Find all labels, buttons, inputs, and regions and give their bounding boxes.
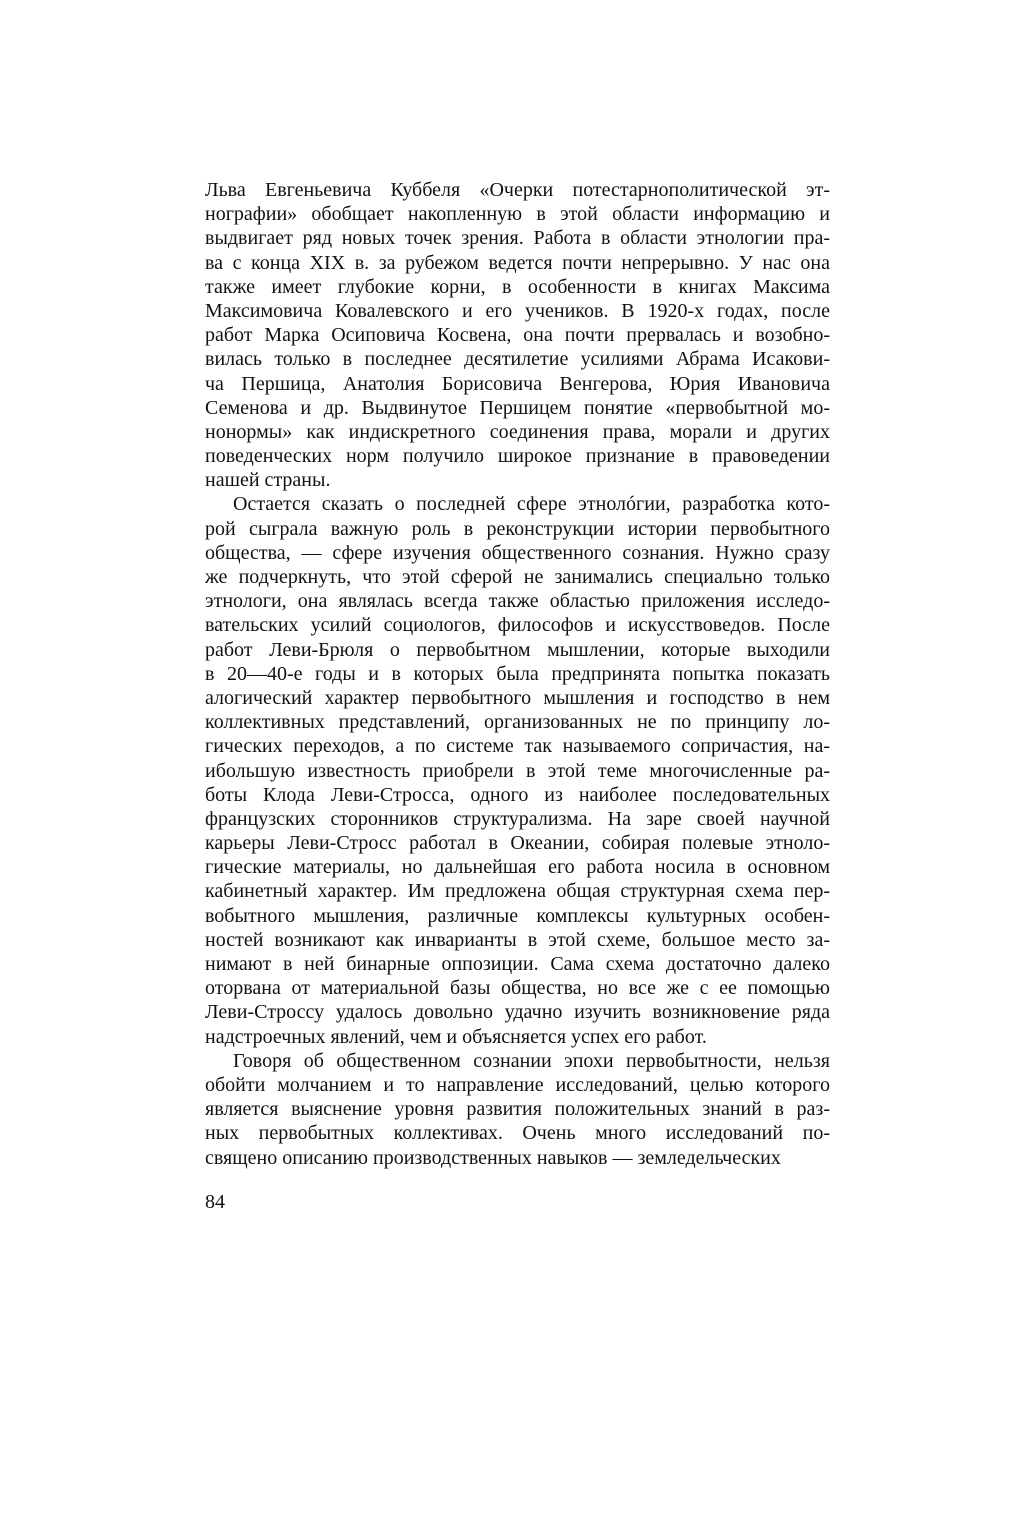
paragraph-positive-knowledge [205,1049,830,1170]
text-line: ностей возникают как инварианты в этой схеме, большое место за- [205,928,830,951]
body-text [205,178,830,1170]
text-line: вательских усилий социологов, философов и искусствоведов. После [205,614,830,637]
text-line: Максимовича Ковалевского и его учеников. В 1920-х годах, после [205,299,830,322]
text-line: Леви-Строссу удалось довольно удачно изучить возникновение ряда [205,1001,830,1024]
text-line: алогический характер первобытного мышления и господство в нем [205,686,830,709]
text-line: работ Марка Осиповича Косвена, она почти прервалась и возобно- [205,324,830,347]
paragraph-continuation [205,178,830,492]
text-line: является выяснение уровня развития положительных знаний в раз- [205,1098,830,1121]
text-line: ва с конца XIX в. за рубежом ведется почти непрерывно. У нас она [205,251,830,274]
text-line: нашей страны. [205,469,331,492]
text-line: Семенова и др. Выдвинутое Першицем понятие «первобытной мо- [205,396,830,419]
text-line: нонормы» как индискретного соединения права, морали и других [205,420,830,443]
page-number: 84 [205,1191,225,1213]
text-line: нографии» обобщает накопленную в этой области информацию и [205,203,830,226]
text-line: Говоря об общественном сознании эпохи первобытности, нельзя [233,1049,830,1072]
text-line: надстроечных явлений, чем и объясняется успех его работ. [205,1025,707,1048]
text-line: в 20—40-е годы и в которых была предпринята попытка показать [205,662,830,685]
text-line: поведенческих норм получило широкое признание в правоведении [205,445,830,468]
text-line: выдвигает ряд новых точек зрения. Работа в области этнологии пра- [205,227,830,250]
text-line: работ Леви-Брюля о первобытном мышлении, которые выходили [205,638,830,661]
text-line: этнологи, она являлась всегда также областью приложения исследо- [205,590,830,613]
text-line: вилась только в последнее десятилетие усилиями Абрама Исакови- [205,348,830,371]
text-line: карьеры Леви-Стросс работал в Океании, собирая полевые этноло- [205,832,830,855]
text-line: гических переходов, а по системе так называемого сопричастия, на- [205,735,830,758]
text-line: общества, — сфере изучения общественного сознания. Нужно сразу [205,541,830,564]
paragraph-social-consciousness [205,492,830,1048]
text-line: ибольшую известность приобрели в этой теме многочисленные ра- [205,759,830,782]
text-line: французских сторонников структурализма. На заре своей научной [205,807,830,830]
text-line: Остается сказать о последней сфере этнолóгии, разработка кото- [233,493,830,516]
text-line: кабинетный характер. Им предложена общая структурная схема пер- [205,880,830,903]
text-line: священо описанию производственных навыков — земледельческих [205,1146,781,1169]
text-line: Льва Евгеньевича Куббеля «Очерки потестарнополитической эт- [205,179,830,201]
text-line: коллективных представлений, организованных не по принципу ло- [205,711,830,734]
text-line: рой сыграла важную роль в реконструкции истории первобытного [205,517,830,540]
text-line: ча Першица, Анатолия Борисовича Венгерова, Юрия Ивановича [205,372,830,395]
text-line: боты Клода Леви-Стросса, одного из наиболее последовательных [205,783,830,806]
text-line: гические материалы, но дальнейшая его работа носила в основном [205,856,830,879]
text-line: нимают в ней бинарные оппозиции. Сама схема достаточно далеко [205,953,830,975]
text-line: ных первобытных коллективах. Очень много исследований по- [205,1122,830,1145]
text-line: обойти молчанием и то направление исследований, целью которого [205,1073,830,1096]
text-line: же подчеркнуть, что этой сферой не занимались специально только [205,566,830,588]
text-line: оторвана от материальной базы общества, но все же с ее помощью [205,977,830,1000]
text-line: вобытного мышления, различные комплексы культурных особен- [205,904,830,927]
text-line: также имеет глубокие корни, в особенности в книгах Максима [205,275,830,298]
